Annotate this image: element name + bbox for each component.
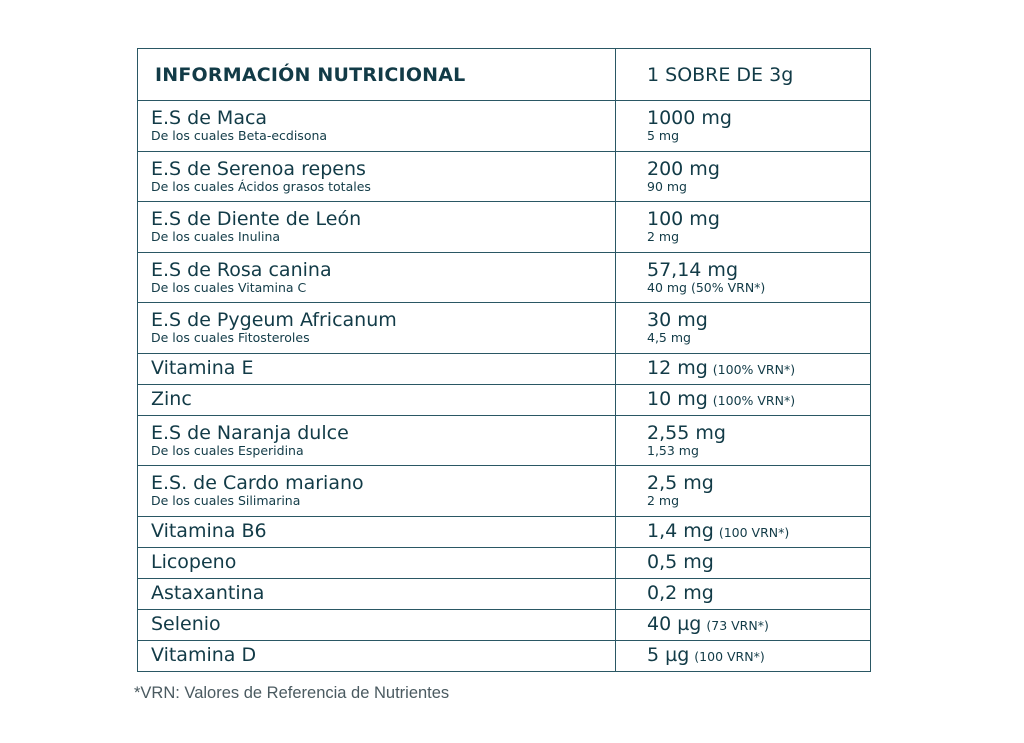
nutrient-sub: De los cuales Ácidos grasos totales <box>151 178 371 194</box>
nutrient-sub: De los cuales Esperidina <box>151 442 304 458</box>
nutrient-cell <box>138 354 616 384</box>
amount-sub: 4,5 mg <box>647 330 691 346</box>
table-body <box>138 100 870 671</box>
table-row <box>138 578 870 609</box>
amount-sub: 1,53 mg <box>647 442 699 458</box>
table-row <box>138 609 870 640</box>
table-row <box>138 465 870 516</box>
amount-cell <box>616 101 870 151</box>
amount-value-line <box>647 159 870 180</box>
amount-value: 12 mg <box>647 356 708 379</box>
amount-value-line <box>647 423 870 444</box>
vrn-note: (100 VRN*) <box>694 648 765 664</box>
amount-sub: 90 mg <box>647 178 687 194</box>
table-row <box>138 640 870 671</box>
nutrient-cell <box>138 548 616 578</box>
nutrient-name: Astaxantina <box>151 582 265 604</box>
nutrient-name: Zinc <box>151 388 192 410</box>
nutrient-cell <box>138 202 616 252</box>
nutrient-name: E.S. de Cardo mariano <box>151 472 364 495</box>
amount-sub: 2 mg <box>647 493 680 509</box>
amount-cell <box>616 610 870 640</box>
amount-sub: 2 mg <box>647 229 680 245</box>
amount-cell <box>616 548 870 578</box>
amount-value: 2,5 mg <box>647 472 714 495</box>
amount-value-line <box>647 473 870 494</box>
table-row <box>138 516 870 547</box>
table-row <box>138 415 870 466</box>
nutrient-name: Vitamina E <box>151 357 254 379</box>
amount-value-line <box>647 389 870 411</box>
nutrient-cell <box>138 641 616 671</box>
table-header-row <box>138 49 870 100</box>
nutrient-name: E.S de Serenoa repens <box>151 157 366 180</box>
nutrient-cell <box>138 517 616 547</box>
nutrient-name: E.S de Rosa canina <box>151 258 332 281</box>
amount-cell <box>616 152 870 202</box>
amount-cell <box>616 641 870 671</box>
nutrient-sub: De los cuales Inulina <box>151 229 281 245</box>
nutrient-name: Vitamina B6 <box>151 520 267 542</box>
nutrient-cell <box>138 610 616 640</box>
header-left: INFORMACIÓN NUTRICIONAL <box>138 49 616 100</box>
amount-cell <box>616 354 870 384</box>
amount-value-line <box>647 209 870 230</box>
amount-cell <box>616 416 870 466</box>
nutrient-name: E.S de Pygeum Africanum <box>151 309 397 332</box>
amount-value-line <box>647 310 870 331</box>
table-row <box>138 384 870 415</box>
amount-value: 5 µg <box>647 643 690 666</box>
amount-value-line <box>647 521 870 543</box>
amount-cell <box>616 303 870 353</box>
amount-value: 10 mg <box>647 387 708 410</box>
amount-value: 2,55 mg <box>647 421 726 444</box>
amount-value: 40 µg <box>647 612 702 635</box>
amount-value: 200 mg <box>647 157 720 180</box>
nutrient-cell <box>138 579 616 609</box>
vrn-note: (100% VRN*) <box>712 392 796 408</box>
table-row <box>138 252 870 303</box>
amount-cell <box>616 517 870 547</box>
vrn-note: (73 VRN*) <box>706 617 769 633</box>
nutrition-table <box>137 48 871 672</box>
nutrient-name: Selenio <box>151 613 221 635</box>
amount-value: 57,14 mg <box>647 258 739 281</box>
amount-value-line <box>647 645 870 667</box>
amount-sub: 5 mg <box>647 128 680 144</box>
nutrient-name: E.S de Maca <box>151 107 268 130</box>
amount-value: 30 mg <box>647 309 708 332</box>
amount-cell <box>616 202 870 252</box>
vrn-note: (100 VRN*) <box>718 524 790 540</box>
nutrient-cell <box>138 416 616 466</box>
amount-sub: 40 mg (50% VRN*) <box>647 279 766 295</box>
amount-value: 1000 mg <box>647 107 732 130</box>
footnote: *VRN: Valores de Referencia de Nutrientes <box>134 684 450 702</box>
nutrient-sub: De los cuales Vitamina C <box>151 279 307 295</box>
table-row <box>138 547 870 578</box>
amount-value-line <box>647 358 870 380</box>
amount-value: 1,4 mg <box>647 519 714 542</box>
table-row <box>138 151 870 202</box>
amount-cell <box>616 253 870 303</box>
amount-cell <box>616 385 870 415</box>
nutrient-name: E.S de Naranja dulce <box>151 421 349 444</box>
nutrient-cell <box>138 385 616 415</box>
amount-value-line <box>647 614 870 636</box>
table-row <box>138 100 870 151</box>
amount-value: 0,2 mg <box>647 582 714 604</box>
nutrient-sub: De los cuales Fitosteroles <box>151 330 310 346</box>
amount-value: 0,5 mg <box>647 551 714 573</box>
amount-cell <box>616 579 870 609</box>
nutrient-cell <box>138 152 616 202</box>
amount-value: 100 mg <box>647 208 720 231</box>
header-right: 1 SOBRE DE 3g <box>647 63 794 86</box>
amount-cell <box>616 466 870 516</box>
amount-value-line <box>647 260 870 281</box>
nutrient-sub: De los cuales Beta-ecdisona <box>151 128 328 144</box>
table-row <box>138 201 870 252</box>
vrn-note: (100% VRN*) <box>712 361 796 377</box>
amount-value-line <box>647 108 870 129</box>
amount-value-line <box>647 552 870 573</box>
nutrient-cell <box>138 466 616 516</box>
nutrient-cell <box>138 253 616 303</box>
nutrient-name: E.S de Diente de León <box>151 208 362 231</box>
nutrient-cell <box>138 101 616 151</box>
nutrient-cell <box>138 303 616 353</box>
nutrient-name: Vitamina D <box>151 644 257 666</box>
nutrient-name: Licopeno <box>151 551 237 573</box>
table-row <box>138 353 870 384</box>
table-row <box>138 302 870 353</box>
nutrient-sub: De los cuales Silimarina <box>151 493 301 509</box>
amount-value-line <box>647 583 870 604</box>
